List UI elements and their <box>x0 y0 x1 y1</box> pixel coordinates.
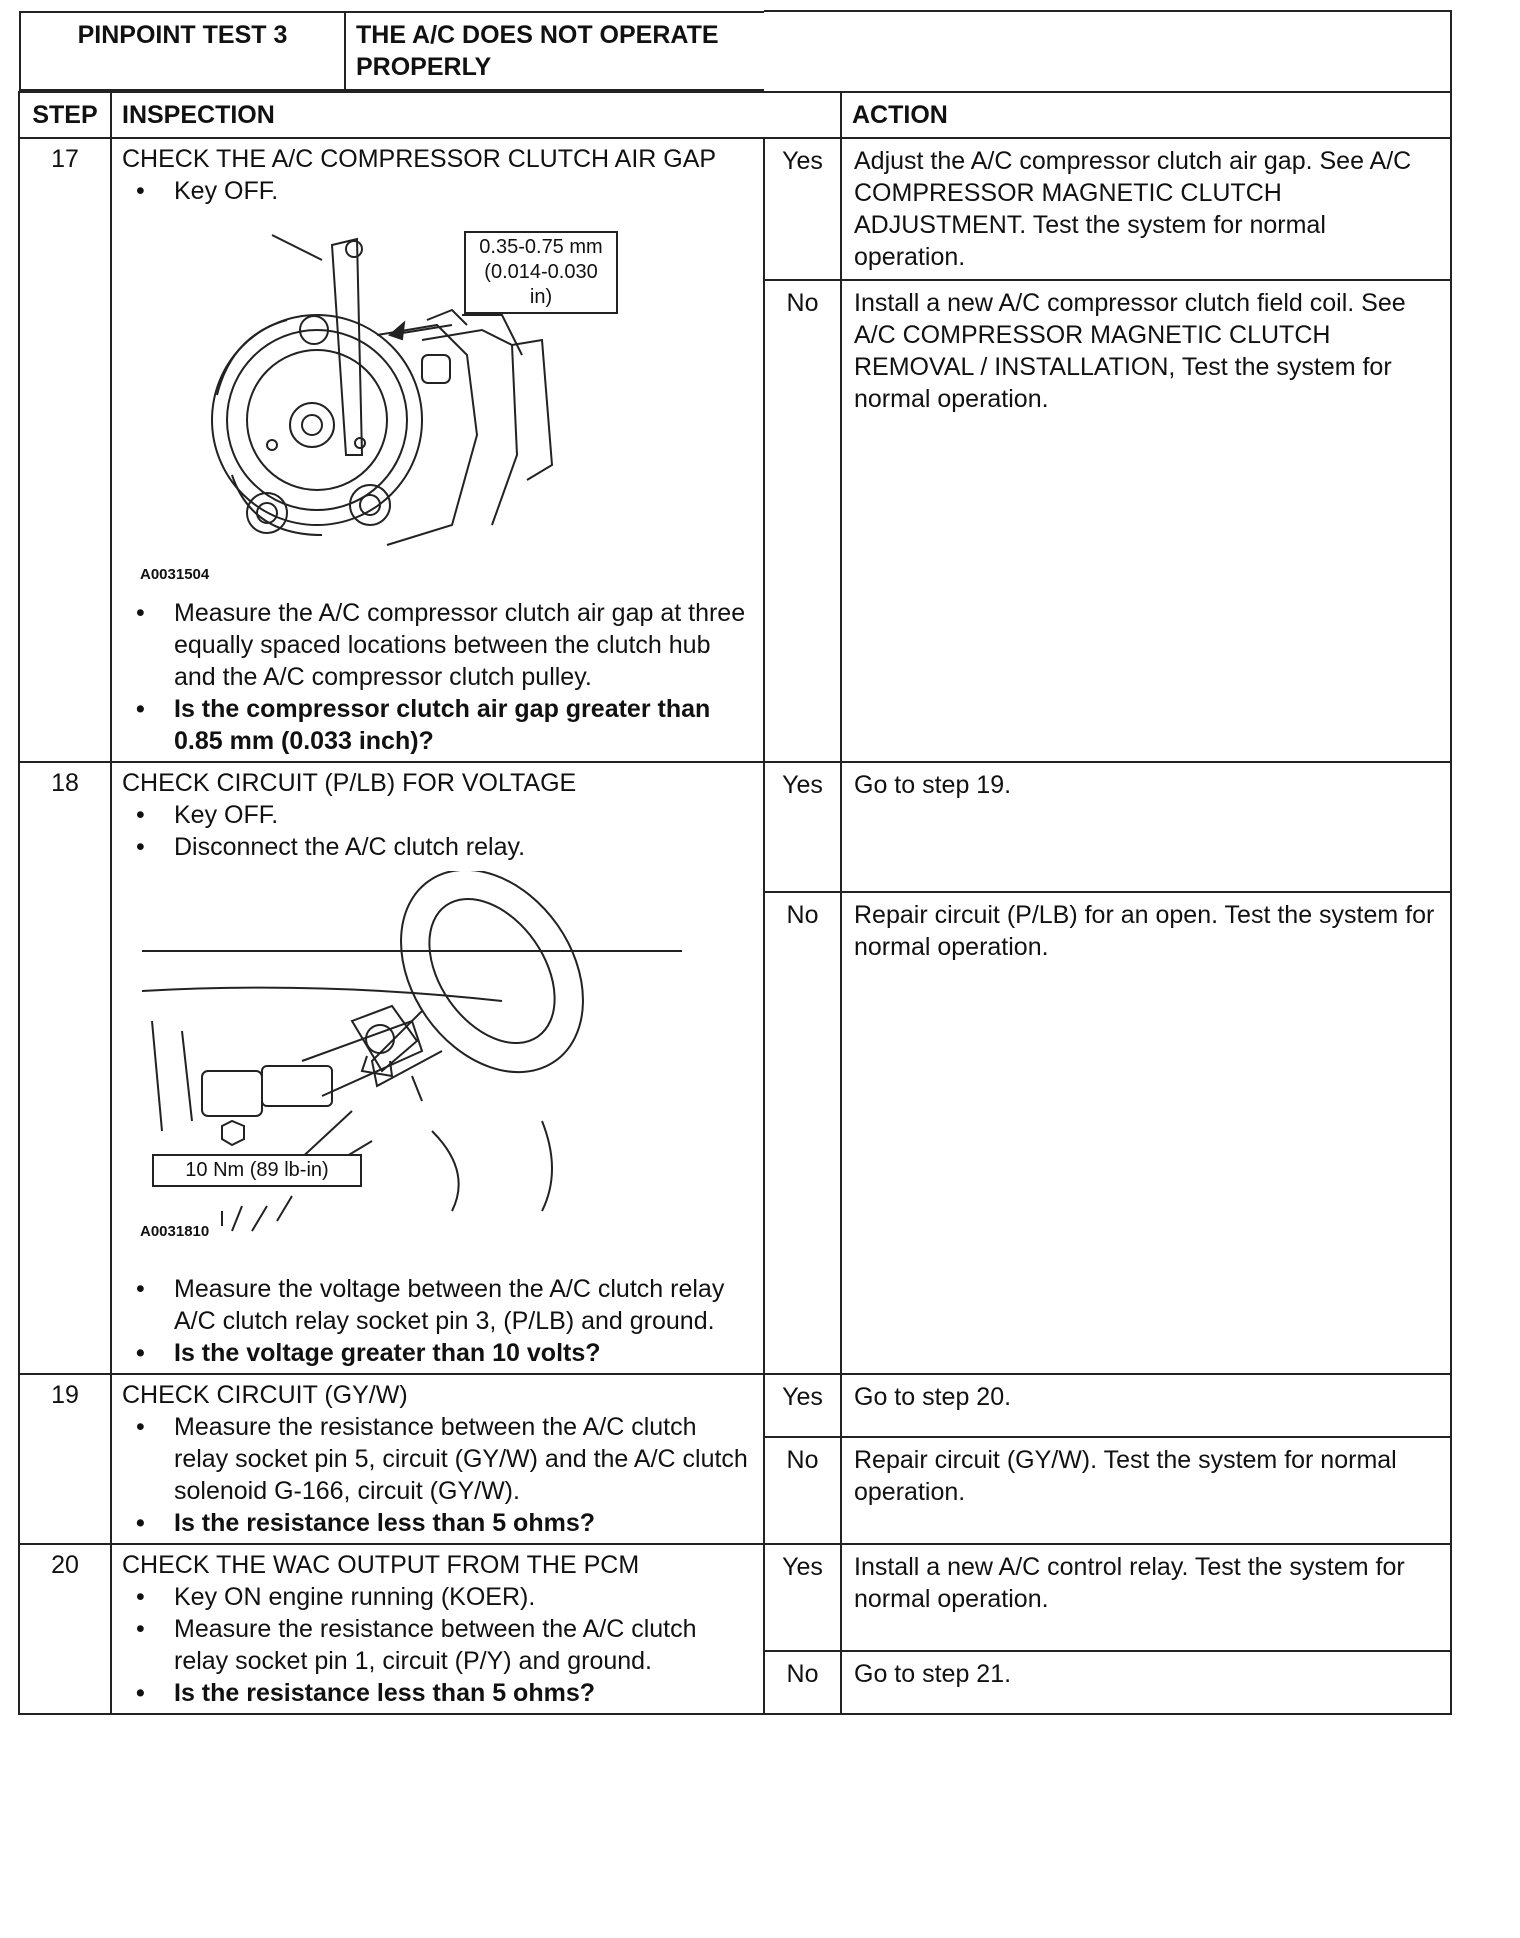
inspection-item: • Measure the resistance between the A/C clutch relay socket pin 1, circuit (P/Y) and ground. <box>174 1613 753 1677</box>
step-title: CHECK THE WAC OUTPUT FROM THE PCM <box>122 1551 640 1579</box>
air-gap-callout: 0.35-0.75 mm (0.014-0.030 in) <box>464 231 618 314</box>
yes-label: Yes <box>764 762 841 892</box>
col-action-header: ACTION <box>841 92 1451 138</box>
inspection-item: • Disconnect the A/C clutch relay. <box>174 831 753 863</box>
yes-action: Go to step 19. <box>841 762 1451 892</box>
no-label: No <box>764 1651 841 1714</box>
step-17-yes-row <box>19 138 1451 280</box>
col-inspection-header: INSPECTION <box>111 92 841 138</box>
yes-label: Yes <box>764 138 841 280</box>
step-20-inspection <box>111 1544 764 1714</box>
step-19-yes-row <box>19 1374 1451 1437</box>
yes-action: Install a new A/C control relay. Test the system for normal operation. <box>841 1544 1451 1651</box>
step-19-inspection <box>111 1374 764 1544</box>
pinpoint-test-table <box>18 10 1450 1715</box>
inspection-item: • Key OFF. <box>174 799 753 831</box>
test-title: THE A/C DOES NOT OPERATE PROPERLY <box>345 12 764 90</box>
figure-code: A0031810 <box>140 1223 210 1240</box>
no-action: Repair circuit (GY/W). Test the system for normal operation. <box>841 1437 1451 1544</box>
figure-code: A0031504 <box>140 566 210 583</box>
step-18-inspection <box>111 762 764 1374</box>
step-title: CHECK CIRCUIT (GY/W) <box>122 1381 408 1409</box>
inspection-question: • Is the resistance less than 5 ohms? <box>174 1677 753 1709</box>
step-title: CHECK CIRCUIT (P/LB) FOR VOLTAGE <box>122 769 577 797</box>
step-number: 20 <box>19 1544 111 1714</box>
column-header-row <box>19 92 1451 138</box>
torque-callout: 10 Nm (89 lb-in) <box>152 1154 362 1187</box>
yes-action: Go to step 20. <box>841 1374 1451 1437</box>
test-title-row <box>19 11 1451 92</box>
yes-action: Adjust the A/C compressor clutch air gap. See A/C COMPRESSOR MAGNETIC CLUTCH ADJUSTMENT. Test the system for normal operation. <box>841 138 1451 280</box>
col-step-header: STEP <box>19 92 111 138</box>
inspection-question: • Is the voltage greater than 10 volts? <box>174 1337 753 1369</box>
yes-label: Yes <box>764 1374 841 1437</box>
no-action: Go to step 21. <box>841 1651 1451 1714</box>
inspection-item: • Measure the resistance between the A/C clutch relay socket pin 5, circuit (GY/W) and the A/C clutch solenoid G-166, circuit (GY/W). <box>174 1411 753 1507</box>
inspection-question: • Is the resistance less than 5 ohms? <box>174 1507 753 1539</box>
no-action: Repair circuit (P/LB) for an open. Test the system for normal operation. <box>841 892 1451 1374</box>
inspection-item: • Key OFF. <box>174 175 753 207</box>
step-18-yes-row <box>19 762 1451 892</box>
relay-socket-figure <box>122 871 753 1261</box>
compressor-clutch-figure <box>122 215 753 585</box>
inspection-item: • Key ON engine running (KOER). <box>174 1581 753 1613</box>
step-title: CHECK THE A/C COMPRESSOR CLUTCH AIR GAP <box>122 145 717 173</box>
step-20-yes-row <box>19 1544 1451 1651</box>
inspection-item: • Measure the voltage between the A/C clutch relay A/C clutch relay socket pin 3, (P/LB) and ground. <box>174 1273 753 1337</box>
compressor-clutch-illustration <box>122 215 722 585</box>
no-action: Install a new A/C compressor clutch field coil. See A/C COMPRESSOR MAGNETIC CLUTCH REMOVAL / INSTALLATION, Test the system for normal operation. <box>841 280 1451 762</box>
inspection-item: • Measure the A/C compressor clutch air gap at three equally spaced locations between the clutch hub and the A/C compressor clutch pulley. <box>174 597 753 693</box>
no-label: No <box>764 1437 841 1544</box>
step-number: 18 <box>19 762 111 1374</box>
no-label: No <box>764 280 841 762</box>
pinpoint-test-label: PINPOINT TEST 3 <box>20 12 345 90</box>
yes-label: Yes <box>764 1544 841 1651</box>
inspection-question: • Is the compressor clutch air gap greater than 0.85 mm (0.033 inch)? <box>174 693 753 757</box>
step-number: 17 <box>19 138 111 762</box>
relay-socket-illustration <box>122 871 722 1261</box>
no-label: No <box>764 892 841 1374</box>
step-17-inspection <box>111 138 764 762</box>
step-number: 19 <box>19 1374 111 1544</box>
